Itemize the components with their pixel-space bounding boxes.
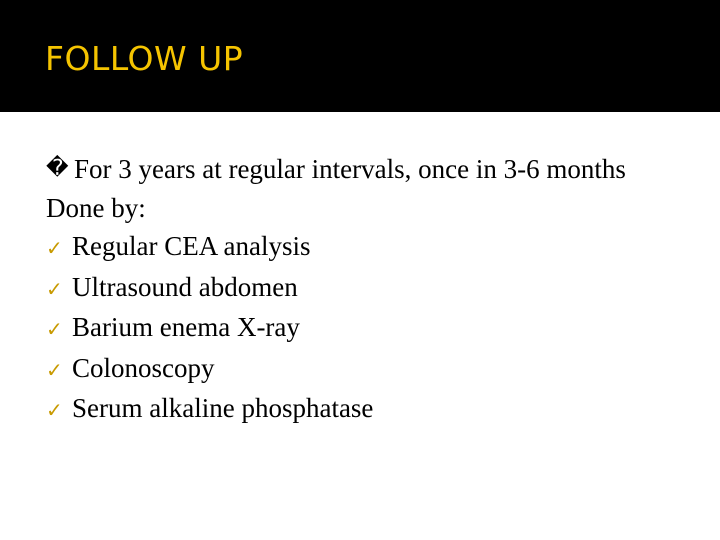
- checklist-item-label: Regular CEA analysis: [72, 231, 311, 261]
- lead-bullet-point: [46, 150, 686, 189]
- checkmark-icon: ✓: [46, 276, 63, 301]
- checklist-item-label: Barium enema X-ray: [72, 312, 300, 342]
- checkmark-icon: ✓: [46, 317, 63, 341]
- checklist-item-label: Serum alkaline phosphatase: [72, 393, 374, 423]
- checkmark-icon: ✓: [46, 357, 63, 382]
- checklist-item: [46, 268, 686, 309]
- checklist-item: [46, 389, 686, 430]
- title-bar: [0, 0, 720, 112]
- missing-glyph-bullet-icon: �: [46, 156, 69, 181]
- checklist-item: [46, 308, 686, 349]
- checklist-item-label: Ultrasound abdomen: [72, 271, 298, 302]
- checklist: [46, 227, 686, 430]
- slide-title: FOLLOW UP: [45, 39, 244, 78]
- checklist-item: [46, 349, 686, 390]
- lead-text: For 3 years at regular intervals, once in 3-6 months: [74, 154, 626, 184]
- checkmark-icon: ✓: [46, 398, 63, 422]
- slide-body: [46, 150, 686, 430]
- checklist-item: [46, 227, 686, 268]
- checkmark-icon: ✓: [46, 236, 63, 260]
- done-by-heading: Done by:: [46, 192, 146, 223]
- checklist-item-label: Colonoscopy: [72, 352, 215, 383]
